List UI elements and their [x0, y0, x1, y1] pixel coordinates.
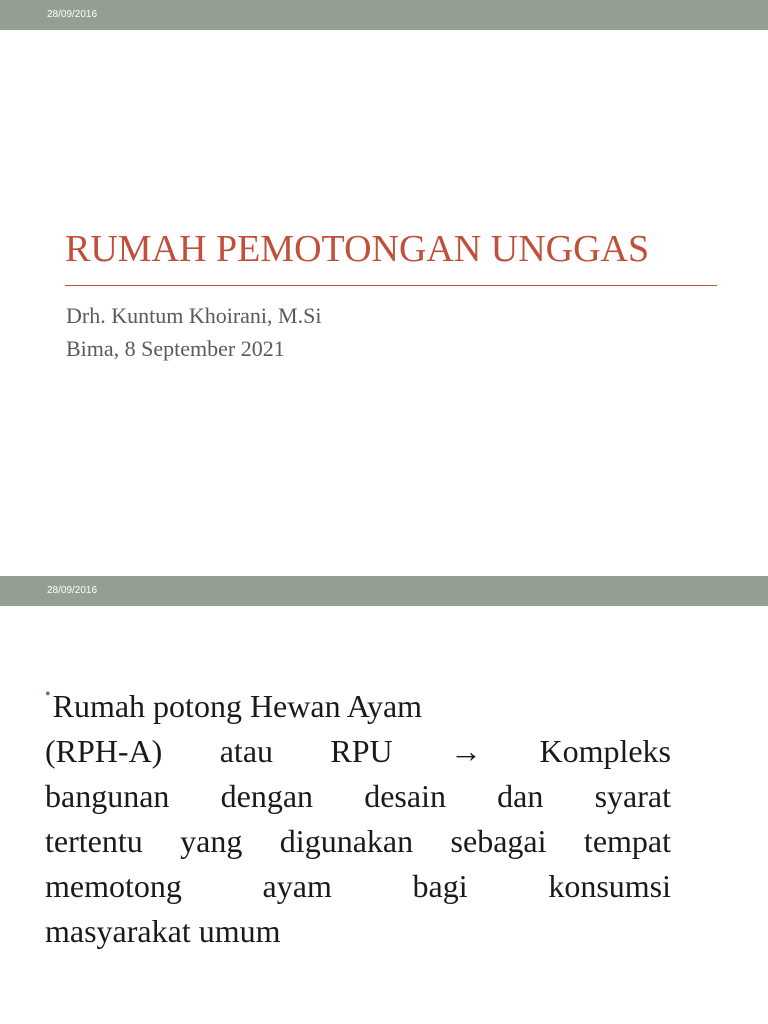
bullet-line: [45, 684, 671, 729]
slide-title: RUMAH PEMOTONGAN UNGGAS: [65, 228, 650, 270]
slide-date: 28/09/2016: [47, 585, 98, 596]
bullet-line: (RPH-A) atau RPU → Kompleks: [45, 733, 671, 769]
slide-header-bar: [0, 0, 768, 30]
author-name: Drh. Kuntum Khoirani, M.Si: [66, 303, 322, 328]
place-date: Bima, 8 September 2021: [66, 336, 285, 361]
title-divider: [65, 285, 717, 286]
content-slide: [0, 576, 768, 1024]
slide-date: 28/09/2016: [47, 9, 98, 20]
bullet-dot-icon: •: [45, 686, 51, 703]
bullet-line: memotong ayam bagi konsumsi: [45, 868, 671, 904]
bullet-line: bangunan dengan desain dan syarat: [45, 778, 671, 814]
bullet-line: masyarakat umum: [45, 913, 281, 949]
bullet-item: [45, 684, 671, 954]
slide-header-bar: [0, 576, 768, 606]
bullet-text: Rumah potong Hewan Ayam: [52, 688, 423, 724]
bullet-line: tertentu yang digunakan sebagai tempat: [45, 823, 671, 859]
